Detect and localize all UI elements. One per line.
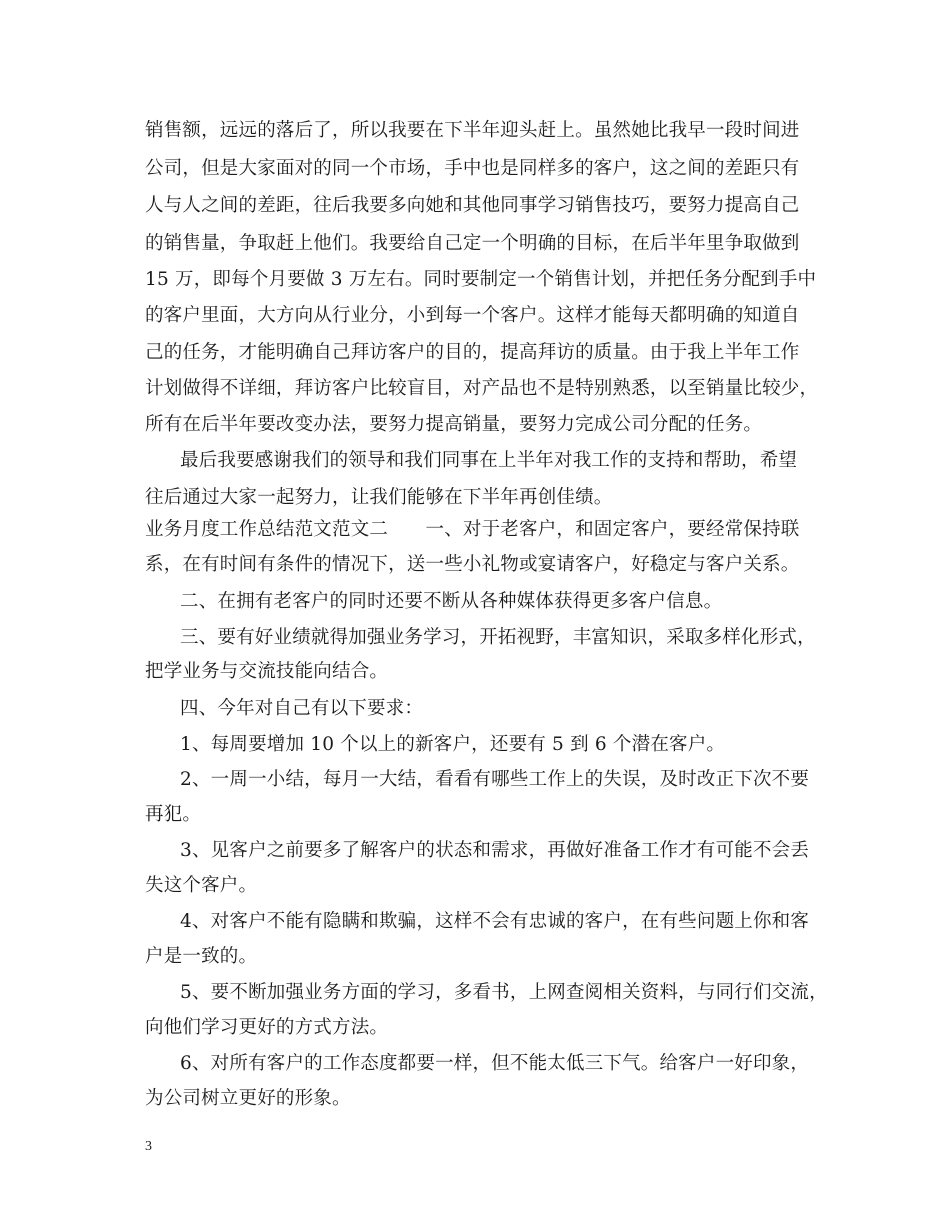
page-number: 3	[145, 1139, 152, 1154]
text-line: 1、每周要增加 10 个以上的新客户，还要有 5 到 6 个潜在客户。	[180, 734, 726, 755]
text-line: 户是一致的。	[145, 946, 258, 967]
text-line: 向他们学习更好的方式方法。	[145, 1017, 389, 1038]
text-line: 公司，但是大家面对的同一个市场，手中也是同样多的客户，这之间的差距只有	[145, 158, 800, 179]
text-line: 把学业务与交流技能向结合。	[145, 661, 389, 682]
text-line: 6、对所有客户的工作态度都要一样，但不能太低三下气。给客户一好印象，	[180, 1053, 810, 1074]
text-line: 业务月度工作总结范文范文二 一、对于老客户，和固定客户，要经常保持联	[145, 519, 800, 540]
text-line: 15 万，即每个月要做 3 万左右。同时要制定一个销售计划，并把任务分配到手中	[145, 269, 817, 290]
text-line: 为公司树立更好的形象。	[145, 1088, 351, 1109]
text-line: 的销售量，争取赶上他们。我要给自己定一个明确的目标，在后半年里争取做到	[145, 233, 800, 254]
text-line: 的客户里面，大方向从行业分，小到每一个客户。这样才能每天都明确的知道自	[145, 305, 800, 326]
text-line: 3、见客户之前要多了解客户的状态和需求，再做好准备工作才有可能不会丢	[180, 840, 810, 861]
text-line: 再犯。	[145, 804, 202, 825]
text-line: 系，在有时间有条件的情况下，送一些小礼物或宴请客户，好稳定与客户关系。	[145, 554, 800, 575]
text-line: 最后我要感谢我们的领导和我们同事在上半年对我工作的支持和帮助，希望	[180, 450, 798, 471]
text-line: 所有在后半年要改变办法，要努力提高销量，要努力完成公司分配的任务。	[145, 414, 763, 435]
text-line: 二、在拥有老客户的同时还要不断从各种媒体获得更多客户信息。	[180, 591, 723, 612]
text-line: 四、今年对自己有以下要求：	[180, 698, 424, 719]
text-line: 失这个客户。	[145, 875, 258, 896]
text-line: 5、要不断加强业务方面的学习，多看书，上网查阅相关资料，与同行们交流，	[180, 982, 828, 1003]
text-line: 三、要有好业绩就得加强业务学习，开拓视野，丰富知识，采取多样化形式，	[180, 627, 816, 648]
text-line: 计划做得不详细，拜访客户比较盲目，对产品也不是特别熟悉，以至销量比较少，	[145, 378, 819, 399]
text-line: 4、对客户不能有隐瞒和欺骗，这样不会有忠诚的客户，在有些问题上你和客	[180, 911, 810, 932]
text-line: 销售额，远远的落后了，所以我要在下半年迎头赶上。虽然她比我早一段时间进	[145, 120, 800, 141]
text-line: 2、一周一小结，每月一大结，看看有哪些工作上的失误，及时改正下次不要	[180, 769, 810, 790]
text-line: 己的任务，才能明确自己拜访客户的目的，提高拜访的质量。由于我上半年工作	[145, 342, 800, 363]
text-line: 往后通过大家一起努力，让我们能够在下半年再创佳绩。	[145, 487, 613, 508]
text-line: 人与人之间的差距，往后我要多向她和其他同事学习销售技巧，要努力提高自己	[145, 195, 800, 216]
